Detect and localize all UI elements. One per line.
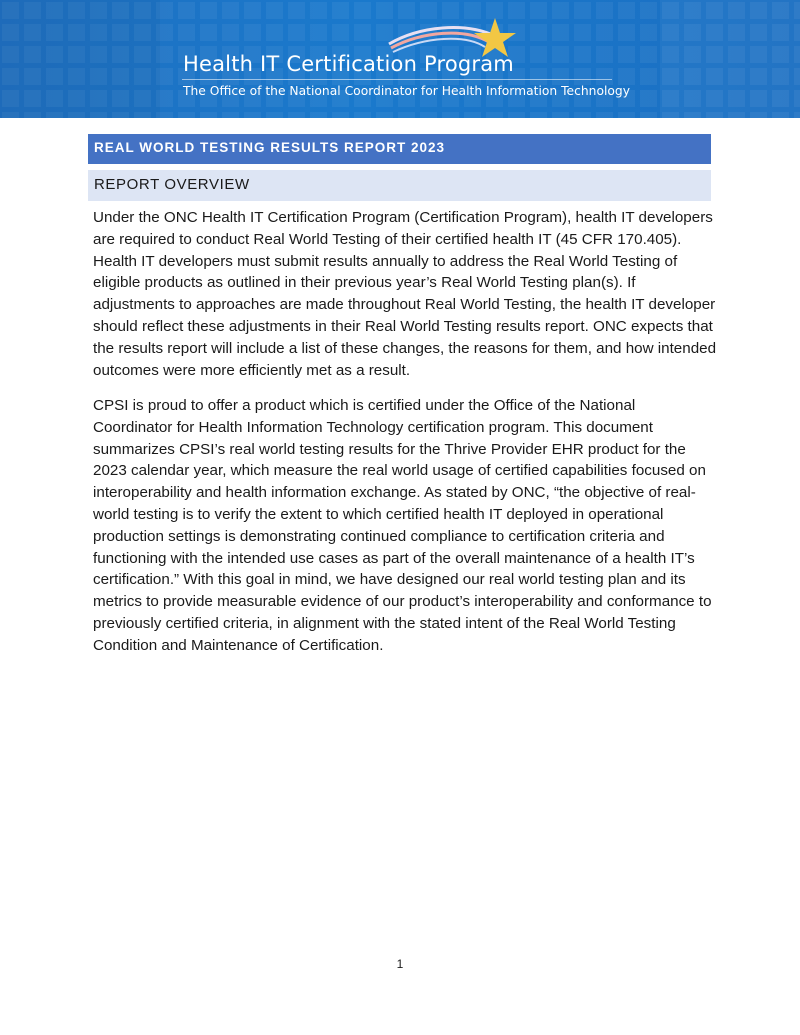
header-banner	[0, 0, 800, 118]
program-title: Health IT Certification Program	[183, 52, 514, 76]
overview-paragraph-2: CPSI is proud to offer a product which is certified under the Office of the National Coordinator for Health Information Technology certification program. This document summarizes CPSI’s real world testing results for the Thrive Provider EHR product for the 2023 calendar year, which measure the real world usage of certified capabilities focused on interoperability and health information exchange. As stated by ONC, “the objective of real-world testing is to verify the extent to which certified health IT deployed in operational production settings is demonstrating continued compliance to certification criteria and functioning with the intended use cases as part of the overall maintenance of a health IT’s certification.” With this goal in mind, we have designed our real world testing plan and its metrics to provide measurable evidence of our product’s interoperability and conformance to previously certified criteria, in alignment with the stated intent of the Real World Testing Condition and Maintenance of Certification.	[93, 397, 712, 654]
page-number: 1	[396, 957, 404, 971]
section-heading: REPORT OVERVIEW	[94, 176, 250, 193]
program-subtitle: The Office of the National Coordinator for Health Information Technology	[183, 84, 630, 98]
report-title: REAL WORLD TESTING RESULTS REPORT 2023	[94, 140, 446, 155]
section-heading-bar	[88, 170, 711, 201]
report-title-bar	[88, 134, 711, 164]
banner-divider	[182, 79, 612, 80]
overview-paragraph-1: Under the ONC Health IT Certification Program (Certification Program), health IT developers are required to conduct Real World Testing of their certified health IT (45 CFR 170.405). Health IT developers must submit results annually to address the Real World Testing of eligible products as outlined in their previous year’s Real World Testing plan(s). If adjustments to approaches are made throughout Real World Testing, the health IT developer should reflect these adjustments in their Real World Testing results report. ONC expects that the results report will include a list of these changes, the reasons for them, and how intended outcomes were more efficiently met as a result.	[93, 209, 717, 379]
